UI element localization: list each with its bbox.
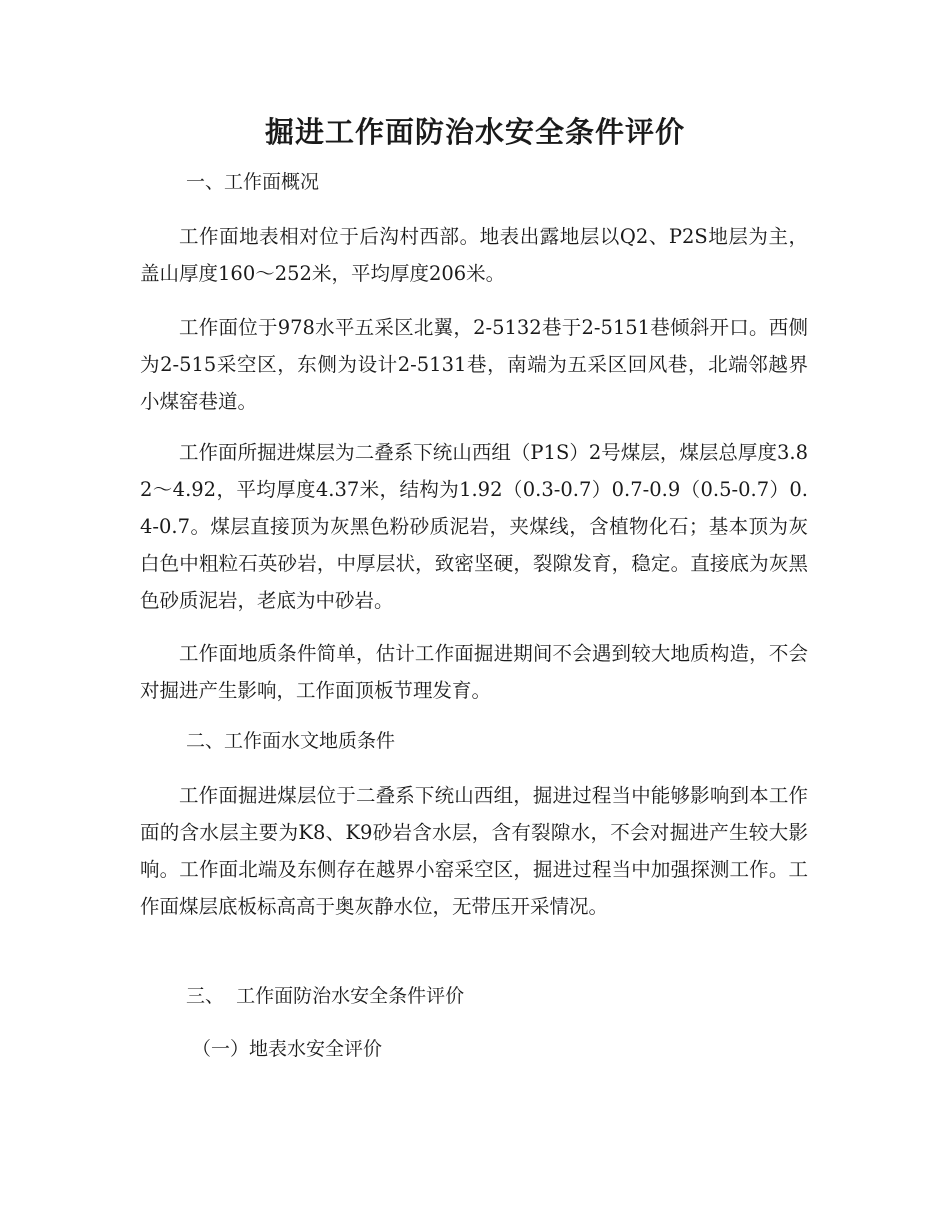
paragraph-geology: 工作面地质条件简单，估计工作面掘进期间不会遇到较大地质构造，不会对掘进产生影响，工作面顶板节理发育。 [140, 642, 808, 702]
section-heading-hydrogeology: 二、工作面水文地质条件 [186, 730, 396, 752]
document-title: 掘进工作面防治水安全条件评价 [264, 115, 685, 149]
section-heading-overview: 一、工作面概况 [186, 171, 320, 193]
paragraph-hydrogeology: 工作面掘进煤层位于二叠系下统山西组，掘进过程当中能够影响到本工作面的含水层主要为K8、K9砂岩含水层，含有裂隙水，不会对掘进产生较大影响。工作面北端及东侧存在越界小窑采空区，掘进过程当中加强探测工作。工作面煤层底板标高高于奥灰静水位，无带压开采情况。 [140, 784, 808, 918]
section-heading-safety-evaluation: 三、 工作面防治水安全条件评价 [186, 985, 465, 1007]
paragraph-location: 工作面位于978水平五采区北翼，2-5132巷于2-5151巷倾斜开口。西侧为2-515采空区，东侧为设计2-5131巷，南端为五采区回风巷，北端邻越界小煤窑巷道。 [140, 316, 808, 413]
paragraph-surface: 工作面地表相对位于后沟村西部。地表出露地层以Q2、P2S地层为主，盖山厚度160～252米，平均厚度206米。 [140, 225, 808, 285]
subsection-heading-surface-water: （一）地表水安全评价 [192, 1038, 383, 1060]
paragraph-coal-seam: 工作面所掘进煤层为二叠系下统山西组（P1S）2号煤层，煤层总厚度3.82～4.92，平均厚度4.37米，结构为1.92（0.3-0.7）0.7-0.9（0.5-0.7）0.4-0.7。煤层直接顶为灰黑色粉砂质泥岩，夹煤线，含植物化石；基本顶为灰白色中粗粒石英砂岩，中厚层状，致密坚硬，裂隙发育，稳定。直接底为灰黑色砂质泥岩，老底为中砂岩。 [140, 441, 808, 612]
